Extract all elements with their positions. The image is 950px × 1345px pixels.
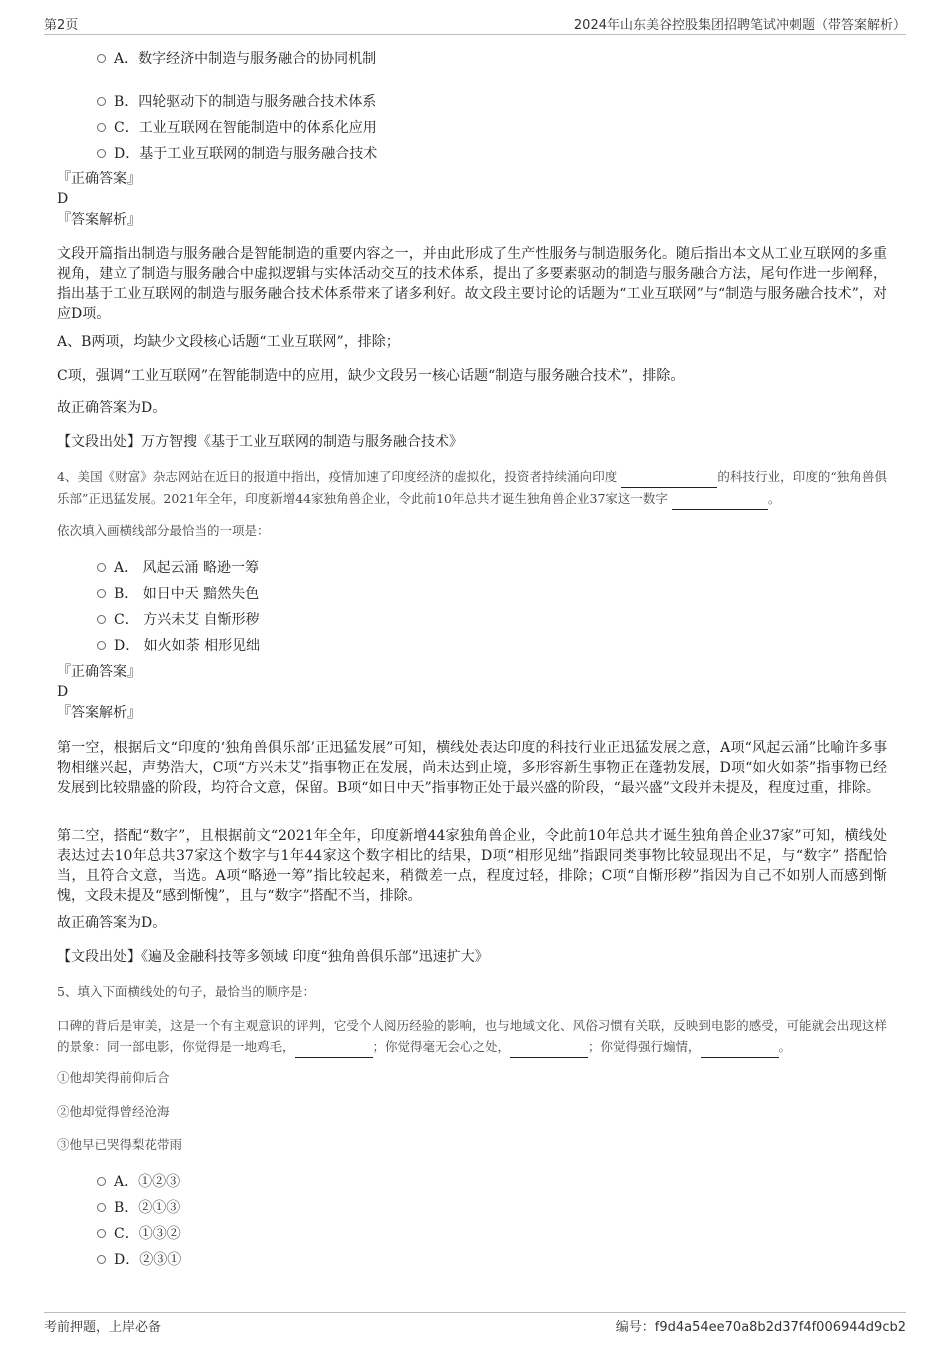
q3-option-b[interactable]: B．四轮驱动下的制造与服务融合技术体系: [97, 91, 376, 111]
fill-blank[interactable]: [510, 1036, 588, 1058]
radio-icon[interactable]: [97, 615, 106, 624]
q4-conclusion: 故正确答案为D。: [57, 915, 167, 931]
radio-icon[interactable]: [97, 563, 106, 572]
radio-icon[interactable]: [97, 1177, 106, 1186]
q4-answer: D: [57, 684, 69, 700]
q4-option-d[interactable]: D． 如火如荼 相形见绌: [97, 635, 260, 655]
radio-icon[interactable]: [97, 641, 106, 650]
document-title: 2024年山东美谷控股集团招聘笔试冲刺题（带答案解析）: [573, 18, 906, 33]
radio-icon[interactable]: [97, 97, 106, 106]
q3-analysis-paragraph: 文段开篇指出制造与服务融合是智能制造的重要内容之一，并由此形成了生产性服务与制造服务化。随后指出本文从工业互联网的多重视角，建立了制造与服务融合中虚拟逻辑与实体活动交互的技术体系，提出了多要素驱动的制造与服务融合方法，尾句作进一步阐释，指出基于工业互联网的制造与服务融合技术体系带来了诸多利好。故文段主要讨论的话题为“工业互联网”与“制造与服务融合技术”，对应D项。: [57, 246, 887, 322]
fill-blank[interactable]: [621, 466, 717, 488]
q5-stem: 5、填入下面横线处的句子，最恰当的顺序是：: [57, 984, 315, 999]
fill-blank[interactable]: [701, 1036, 779, 1058]
q5-option-d[interactable]: D．②③①: [97, 1249, 181, 1269]
q4-analysis-paragraph: 第二空，搭配“数字”，且根据前文“2021年全年，印度新增44家独角兽企业，令此前10年总共才诞生独角兽企业37家”可知，横线处表达过去10年总共37家这个数字与1年44家这个数字相比的结果，D项“相形见绌”指跟同类事物比较显现出不足，与“数字” 搭配恰当，且符合文意，当选。A项“略逊一筹”指比较起来，稍微差一点，程度过轻，排除；C项“自惭形秽”指因为自己不如别人而感到惭愧，文段未提及“感到惭愧”，且与“数字”搭配不当，排除。: [57, 828, 887, 904]
page-header: [44, 12, 906, 35]
q3-option-d[interactable]: D．基于工业互联网的制造与服务融合技术: [97, 143, 377, 163]
q4-source: 【文段出处】《遍及金融科技等多领域 印度“独角兽俱乐部”迅速扩大》: [57, 949, 489, 965]
page-footer: [44, 1312, 906, 1337]
document-id: 编号：f9d4a54ee70a8b2d37f4f006944d9cb2: [615, 1320, 906, 1335]
q4-option-a[interactable]: A． 风起云涌 略逊一筹: [97, 557, 259, 577]
q5-passage: 口碑的背后是审美，这是一个有主观意识的评判，它受个人阅历经验的影响，也与地域文化、风俗习惯有关联，反映到电影的感受，可能就会出现这样的景象：同一部电影，你觉得是一地鸡毛， ；你觉得毫无会心之处， ；你觉得强行煽情， 。: [57, 1015, 887, 1058]
q4-analysis-heading: 『答案解析』: [57, 705, 141, 721]
q4-prompt: 依次填入画横线部分最恰当的一项是：: [57, 523, 270, 538]
footer-slogan: 考前押题，上岸必备: [44, 1320, 162, 1335]
q4-answer-heading: 『正确答案』: [57, 664, 141, 680]
q5-option-a[interactable]: A．①②③: [97, 1171, 180, 1191]
radio-icon[interactable]: [97, 54, 106, 63]
q4-stem: 4、美国《财富》杂志网站在近日的报道中指出，疫情加速了印度经济的虚拟化，投资者持续涌向印度 的科技行业，印度的“独角兽俱乐部”正迅猛发展。2021年全年，印度新增44家独角兽企业，令此前10年总共才诞生独角兽企业37家这一数字 。: [57, 466, 887, 510]
q3-option-a[interactable]: A．数字经济中制造与服务融合的协同机制: [97, 48, 376, 68]
radio-icon[interactable]: [97, 149, 106, 158]
radio-icon[interactable]: [97, 589, 106, 598]
q3-conclusion: 故正确答案为D。: [57, 400, 167, 416]
q3-analysis-paragraph: C项，强调“工业互联网”在智能制造中的应用，缺少文段另一核心话题“制造与服务融合技术”，排除。: [57, 368, 685, 384]
q3-source: 【文段出处】万方智搜《基于工业互联网的制造与服务融合技术》: [57, 434, 463, 450]
q5-option-b[interactable]: B．②①③: [97, 1197, 180, 1217]
q3-answer: D: [57, 191, 69, 207]
q3-answer-heading: 『正确答案』: [57, 171, 141, 187]
q5-sentence: ③他早已哭得梨花带雨: [57, 1137, 183, 1152]
q4-option-b[interactable]: B． 如日中天 黯然失色: [97, 583, 259, 603]
q3-analysis-heading: 『答案解析』: [57, 212, 141, 228]
radio-icon[interactable]: [97, 1229, 106, 1238]
q5-sentence: ②他却觉得曾经沧海: [57, 1104, 170, 1119]
radio-icon[interactable]: [97, 1255, 106, 1264]
radio-icon[interactable]: [97, 1203, 106, 1212]
q4-analysis-paragraph: 第一空，根据后文“印度的‘独角兽俱乐部’正迅猛发展”可知，横线处表达印度的科技行业正迅猛发展之意，A项“风起云涌”比喻许多事物相继兴起，声势浩大，C项“方兴未艾”指事物正在发展，尚未达到止境，多形容新生事物正在蓬勃发展，D项“如火如荼”指事物已经发展到比较鼎盛的阶段，均符合文意，保留。B项“如日中天”指事物正处于最兴盛的阶段，“最兴盛”文段并未提及，程度过重，排除。: [57, 740, 887, 796]
fill-blank[interactable]: [672, 488, 768, 510]
fill-blank[interactable]: [295, 1036, 373, 1058]
q3-analysis-paragraph: A、B两项，均缺少文段核心话题“工业互联网”，排除；: [57, 334, 400, 350]
q3-option-c[interactable]: C．工业互联网在智能制造中的体系化应用: [97, 117, 377, 137]
q5-option-c[interactable]: C．①③②: [97, 1223, 181, 1243]
q4-option-c[interactable]: C． 方兴未艾 自惭形秽: [97, 609, 260, 629]
page-number: 第2页: [44, 18, 79, 33]
q5-sentence: ①他却笑得前仰后合: [57, 1070, 170, 1085]
radio-icon[interactable]: [97, 123, 106, 132]
